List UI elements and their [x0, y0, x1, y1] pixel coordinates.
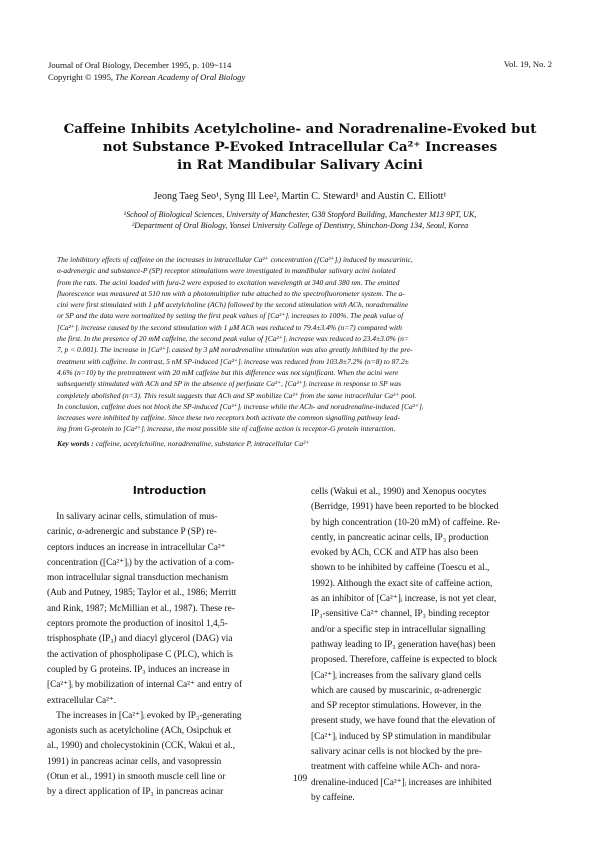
body-line: by caffeine.	[311, 792, 355, 803]
body-column-right	[311, 485, 556, 806]
keywords-label: Key words :	[57, 439, 94, 448]
abstract-line: subsequently stimulated with ACh and SP in the absence of perfusate Ca²⁺, [Ca²⁺]ᵢ increase in response to SP was	[57, 379, 402, 389]
affiliation-1: ¹School of Biological Sciences, University of Manchester, G38 Stopford Building, Manchester M13 9PT, UK,	[123, 210, 477, 219]
body-line: proposed. Therefore, caffeine is expected to block	[311, 655, 498, 666]
body-line: cells (Wakui et al., 1990) and Xenopus oocytes	[311, 487, 487, 497]
page-number: 109	[292, 774, 308, 784]
abstract-line: fluorescence was measured at 510 nm with a photomultiplier tube attached to the spectrofluorometer system. The a-	[57, 288, 405, 298]
body-line: mon intracellular signal transduction mechanism	[47, 573, 229, 584]
body-line: 1991) in pancreas acinar cells, and vasopressin	[47, 756, 222, 767]
copyright-line	[48, 71, 245, 83]
copyright-prefix: Copyright © 1995,	[48, 72, 116, 82]
abstract-line: cini were first stimulated with 1 μM acetylcholine (ACh) followed by the second stimulation with ACh, noradrenaline	[57, 300, 409, 310]
body-line: (Berridge, 1991) have been reported to be blocked	[311, 502, 499, 513]
title-line: Caffeine Inhibits Acetylcholine- and Noradrenaline-Evoked but	[63, 121, 537, 137]
affiliation-2: ²Department of Oral Biology, Yonsei University College of Dentistry, Shinchon-Dong 134, Seoul, Korea	[131, 221, 469, 231]
journal-header	[48, 59, 245, 83]
abstract-line: In conclusion, caffeine does not block the SP-induced [Ca²⁺]ᵢ increase while the ACh- and noradrenaline-induced [Ca²⁺]ᵢ	[57, 401, 424, 411]
body-line: cently, in pancreatic acinar cells, IP₃ production	[311, 532, 489, 543]
abstract-line: [Ca²⁺]ᵢ increase caused by the second stimulation with 1 μM ACh was reduced to 79.4±3.4% (n=7) compared with	[57, 322, 402, 332]
body-line: The increases in [Ca²⁺]ᵢ evoked by IP₃-generating	[47, 710, 242, 721]
abstract-line: ing from G-protein to [Ca²⁺]ᵢ increase, the most possible site of caffeine action is receptor-G protein interaction.	[57, 424, 396, 434]
body-line: [Ca²⁺]ᵢ by mobilization of internal Ca²⁺ and entry of	[47, 680, 243, 691]
body-line: as an inhibitor of [Ca²⁺]ᵢ increase, is not yet clear,	[311, 594, 497, 605]
body-line: 1992). Although the exact site of caffeine action,	[311, 578, 493, 589]
body-line: which are caused by muscarinic, α-adrenergic	[311, 685, 482, 696]
body-line: treatment with caffeine while ACh- and nora-	[311, 762, 481, 773]
abstract-line: from the rats. The acini loaded with fura-2 were exposed to excitation wavelength at 340 and 380 nm. The emitted	[57, 277, 400, 287]
body-line: present study, we have found that the elevation of	[311, 716, 496, 727]
abstract-line: completely abolished (n=3). This result suggests that ACh and SP mobilize Ca²⁺ from the same intracellular Ca²⁺ pool.	[57, 390, 417, 400]
body-line: trisphosphate (IP₃) and diacyl glycerol (DAG) via	[47, 634, 233, 645]
abstract-line: increases were inhibited by caffeine. Since these two receptors both activate the common signalling pathway lead-	[57, 413, 400, 423]
body-column-left	[47, 510, 292, 801]
body-line: by high concentration (10-20 mM) of caffeine. Re-	[311, 517, 501, 528]
body-line: drenaline-induced [Ca²⁺]ᵢ increases are inhibited	[311, 777, 492, 788]
title-line: in Rat Mandibular Salivary Acini	[177, 157, 423, 173]
body-line: coupled by G proteins. IP₃ induces an increase in	[47, 664, 230, 675]
body-line: ceptors promote the production of inositol 1,4,5-	[47, 619, 228, 630]
abstract-line: treatment with caffeine. In contrast, 5 nM SP-induced [Ca²⁺]ᵢ increase was reduced from 103.8±7.2% (n=8) to 87.2±	[57, 356, 409, 366]
keywords	[57, 439, 548, 448]
body-line: (Otun et al., 1991) in smooth muscle cell line or	[47, 772, 226, 783]
body-line: concentration ([Ca²⁺]ᵢ) by the activation of a com-	[47, 557, 235, 568]
body-line: IP₃-sensitive Ca²⁺ channel, IP₃ binding receptor	[311, 609, 490, 620]
body-line: and Rink, 1987; McMillian et al., 1987). These re-	[47, 603, 235, 614]
body-line: pathway leading to IP₃ generation have(has) been	[311, 639, 496, 650]
abstract	[57, 254, 548, 435]
article-title	[60, 120, 540, 174]
body-line: agonists such as acetylcholine (ACh, Osipchuk et	[47, 726, 232, 737]
abstract-line: 7, p < 0.001). The increase in [Ca²⁺]ᵢ caused by 3 μM noradrenaline stimulation was also greatly inhibited by the pre-	[57, 345, 413, 355]
body-line: al., 1990) and cholecystokinin (CCK, Wakui et al.,	[47, 741, 236, 752]
title-line: not Substance P-Evoked Intracellular Ca²⁺ Increases	[102, 139, 498, 155]
abstract-line: the first. In the presence of 20 mM caffeine, the second peak value of [Ca²⁺]ᵢ increase was reduced to 23.4±3.0% (n=	[57, 334, 409, 344]
abstract-line: α-adrenergic and substance-P (SP) receptor stimulations were investigated in mandibular salivary acini isolated	[57, 266, 396, 276]
body-line: [Ca²⁺]ᵢ induced by SP stimulation in mandibular	[311, 731, 491, 742]
body-line: extracellular Ca²⁺.	[47, 695, 117, 706]
volume-issue: Vol. 19, No. 2	[503, 59, 552, 69]
body-line: [Ca²⁺]ᵢ increases from the salivary gland cells	[311, 670, 482, 681]
body-line: and SP receptor stimulations. However, in the	[311, 701, 482, 712]
body-line: salivary acinar cells is not blocked by the pre-	[311, 747, 482, 758]
affiliations	[40, 209, 560, 231]
keywords-text: caffeine, acetylcholine, noradrenaline, substance P, intracellular Ca²⁺	[93, 439, 310, 448]
body-line: the activation of phospholipase C (PLC), which is	[47, 649, 233, 660]
body-line: ceptors induces an increase in intracellular Ca²⁺	[47, 542, 226, 553]
abstract-line: The inhibitory effects of caffeine on the increases in intracellular Ca²⁺ concentration ([Ca²⁺]ᵢ) induced by muscarinic,	[57, 255, 413, 264]
body-line: and/or a specific step in intracellular signalling	[311, 624, 486, 635]
body-line: carinic, α-adrenergic and substance P (SP) re-	[47, 527, 217, 538]
body-line: evoked by ACh, CCK and ATP has also been	[311, 548, 479, 559]
body-line: (Aub and Putney, 1985; Taylor et al., 1986; Merritt	[47, 588, 237, 599]
body-line: by a direct application of IP₃ in pancreas acinar	[47, 787, 224, 798]
section-heading-introduction: Introduction	[132, 485, 207, 497]
body-line: In salivary acinar cells, stimulation of mus-	[47, 512, 218, 522]
abstract-line: or SP and the data were normalized by setting the first peak values of [Ca²⁺]ᵢ increases to 100%. The peak value of	[57, 311, 404, 321]
copyright-holder: The Korean Academy of Oral Biology	[115, 72, 246, 82]
author-list: Jeong Taeg Seo¹, Syng Ill Lee², Martin C. Steward¹ and Austin C. Elliott¹	[153, 191, 447, 202]
journal-citation: Journal of Oral Biology, December 1995, p. 109~114	[48, 60, 232, 70]
abstract-line: 4.6% (n=10) by the pretreatment with 20 mM caffeine but this difference was not significant. When the acini were	[57, 367, 399, 377]
body-line: shown to be inhibited by caffeine (Toescu et al.,	[311, 563, 490, 574]
